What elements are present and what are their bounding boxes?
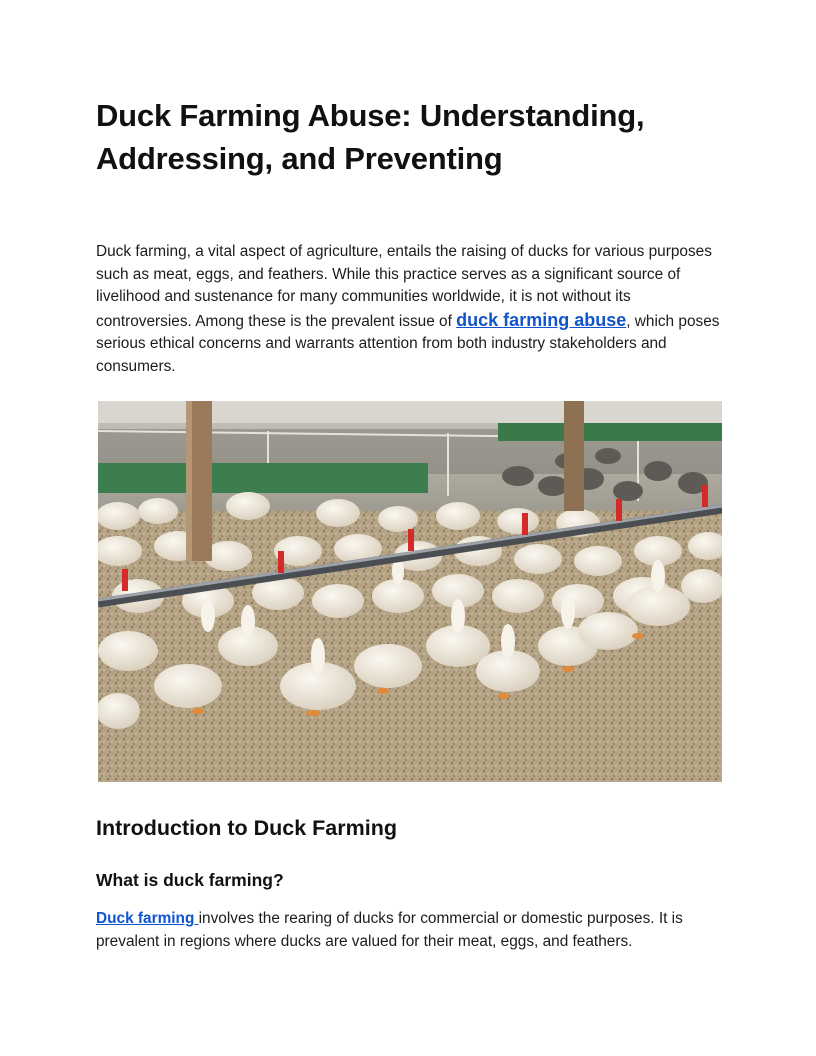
intro-text-before: Duck farming, a vital aspect of agriculture, entails the raising of ducks for various purposes such as meat, eggs, and feathers. While this practice serves as a significant source of livelihood and sustenance for many communities worldwide, it is not without its controversies. Among these is the prevalent issue of (96, 243, 712, 330)
intro-paragraph (96, 241, 722, 379)
duck-farming-abuse-link[interactable]: duck farming abuse (456, 309, 627, 330)
section-body-text: involves the rearing of ducks for commercial or domestic purposes. It is prevalent in regions where ducks are valued for their meat, eggs, and feathers. (96, 910, 683, 950)
section-heading: Introduction to Duck Farming (96, 816, 397, 840)
duck-barn-photo (98, 401, 722, 782)
intro-text-after: , which poses serious ethical concerns and warrants attention from both industry stakeholders and consumers. (96, 312, 720, 375)
section-subheading: What is duck farming? (96, 870, 284, 890)
page-title: Duck Farming Abuse: Understanding, Addressing, and Preventing (96, 98, 645, 176)
duck-farming-link[interactable]: Duck farming (96, 910, 199, 927)
section-paragraph (96, 908, 722, 953)
